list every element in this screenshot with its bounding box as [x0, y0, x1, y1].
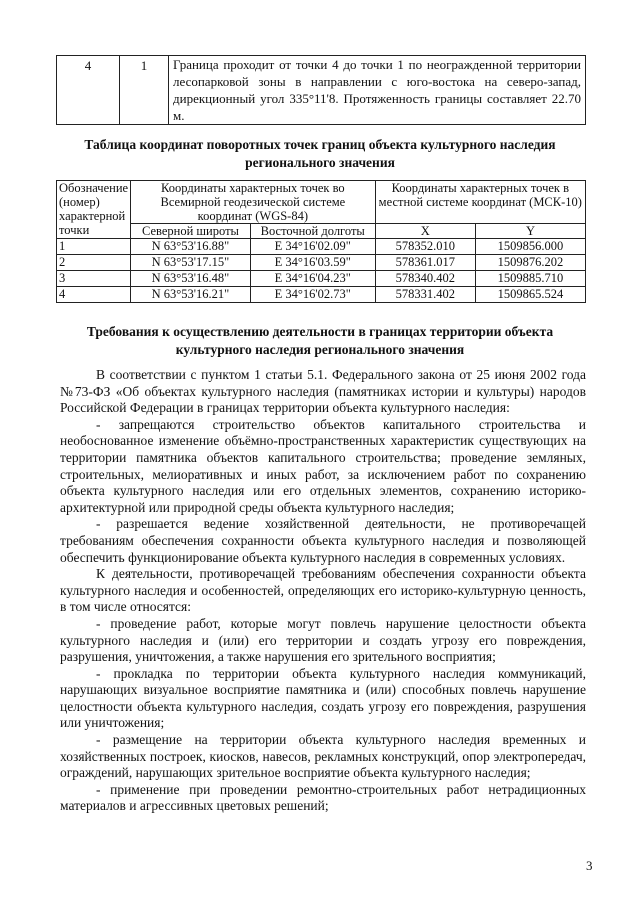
point-from-cell: 4: [57, 56, 120, 125]
paragraph: В соответствии с пунктом 1 статьи 5.1. Федерального закона от 25 июня 2002 года №73-ФЗ «Об объектах культурного наследия (памятниках истории и культуры) народов Российской Федерации в границах территории объекта культурного наследия:: [60, 367, 586, 416]
longitude-value: E 34°16'02.09": [250, 239, 375, 255]
paragraph: - разрешается ведение хозяйственной деятельности, не противоречащей требованиям обеспечения сохранности объекта культурного наследия и позволяющей обеспечить функционирование объекта культурного наследия в современных условиях.: [60, 516, 586, 565]
table-row: [57, 255, 586, 271]
table-header-row: [57, 181, 586, 224]
point-number: 1: [57, 239, 131, 255]
x-value: 578352.010: [375, 239, 475, 255]
coordinates-table-heading: Таблица координат поворотных точек границ объекта культурного наследия регионального значения: [84, 137, 556, 170]
paragraph: - применение при проведении ремонтно-строительных работ нетрадиционных материалов и агрессивных цветовых решений;: [60, 781, 586, 814]
table-row: [57, 271, 586, 287]
requirements-heading: Требования к осуществлению деятельности в границах территории объекта культурного наследия регионального значения: [86, 324, 554, 357]
paragraph: - проведение работ, которые могут повлечь нарушение целостности объекта культурного наследия и (или) его территории и создать угрозу его повреждения, разрушения, уничтожения, а также нарушения его зрительного восприятия;: [60, 615, 586, 665]
border-description-cell: Граница проходит от точки 4 до точки 1 по неогражденной территории лесопарковой зоны в направлении с юго-востока на северо-запад, дирекционный угол 335°11'8. Протяженность границы составляет 22.70 м.: [169, 56, 586, 125]
point-number: 2: [57, 255, 131, 271]
table-row: [57, 239, 586, 255]
x-value: 578331.402: [375, 287, 475, 303]
y-value: 1509876.202: [475, 255, 585, 271]
longitude-value: E 34°16'04.23": [250, 271, 375, 287]
point-to-cell: 1: [120, 56, 169, 125]
x-value: 578340.402: [375, 271, 475, 287]
coordinates-table: [56, 180, 586, 303]
latitude-value: N 63°53'16.21": [131, 287, 251, 303]
paragraph: - размещение на территории объекта культурного наследия временных и хозяйственных построек, киосков, навесов, рекламных конструкций, опор электропередач, ограждений, нарушающих зрительное восприятие объекта культурного наследия;: [60, 732, 586, 781]
y-header: Y: [475, 224, 585, 239]
x-value: 578361.017: [375, 255, 475, 271]
paragraph: К деятельности, противоречащей требованиям обеспечения сохранности объекта культурного наследия и особенностей, определяющих его историко-культурную ценность, в том числе относятся:: [60, 566, 586, 615]
page-number: 3: [586, 858, 593, 873]
wgs-header: Координаты характерных точек во Всемирной геодезической системе координат (WGS-84): [131, 181, 376, 224]
point-number: 3: [57, 271, 131, 287]
latitude-value: N 63°53'17.15": [131, 255, 251, 271]
msk-header: Координаты характерных точек в местной системе координат (МСК-10): [375, 181, 585, 224]
table-subheader-row: [57, 224, 586, 239]
y-value: 1509856.000: [475, 239, 585, 255]
latitude-header: Северной широты: [131, 224, 251, 239]
designation-header: Обозначение (номер) характерной точки: [57, 181, 131, 239]
paragraph: - прокладка по территории объекта культурного наследия коммуникаций, нарушающих визуальное восприятие памятника и (или) способных повлечь нарушение целостности объекта культурного наследия, создать угрозу его повреждения, разрушения или уничтожения;: [60, 665, 586, 731]
y-value: 1509865.524: [475, 287, 585, 303]
longitude-value: E 34°16'03.59": [250, 255, 375, 271]
latitude-value: N 63°53'16.88": [131, 239, 251, 255]
longitude-value: E 34°16'02.73": [250, 287, 375, 303]
table-row: [57, 287, 586, 303]
longitude-header: Восточной долготы: [250, 224, 375, 239]
body-text: [60, 367, 586, 815]
y-value: 1509885.710: [475, 271, 585, 287]
x-header: X: [375, 224, 475, 239]
point-number: 4: [57, 287, 131, 303]
paragraph: - запрещаются строительство объектов капитального строительства и необоснованное изменение объёмно-пространственных характеристик существующих на территории памятника объектов капитального строительства; проведение земляных, строительных, мелиоративных и иных работ, за исключением работ по сохранению объекта культурного наследия или его отдельных элементов, сохранению историко-архитектурной или природной среды объекта культурного наследия;: [60, 416, 586, 515]
table-row: [57, 56, 586, 125]
border-description-table: [56, 55, 586, 125]
latitude-value: N 63°53'16.48": [131, 271, 251, 287]
